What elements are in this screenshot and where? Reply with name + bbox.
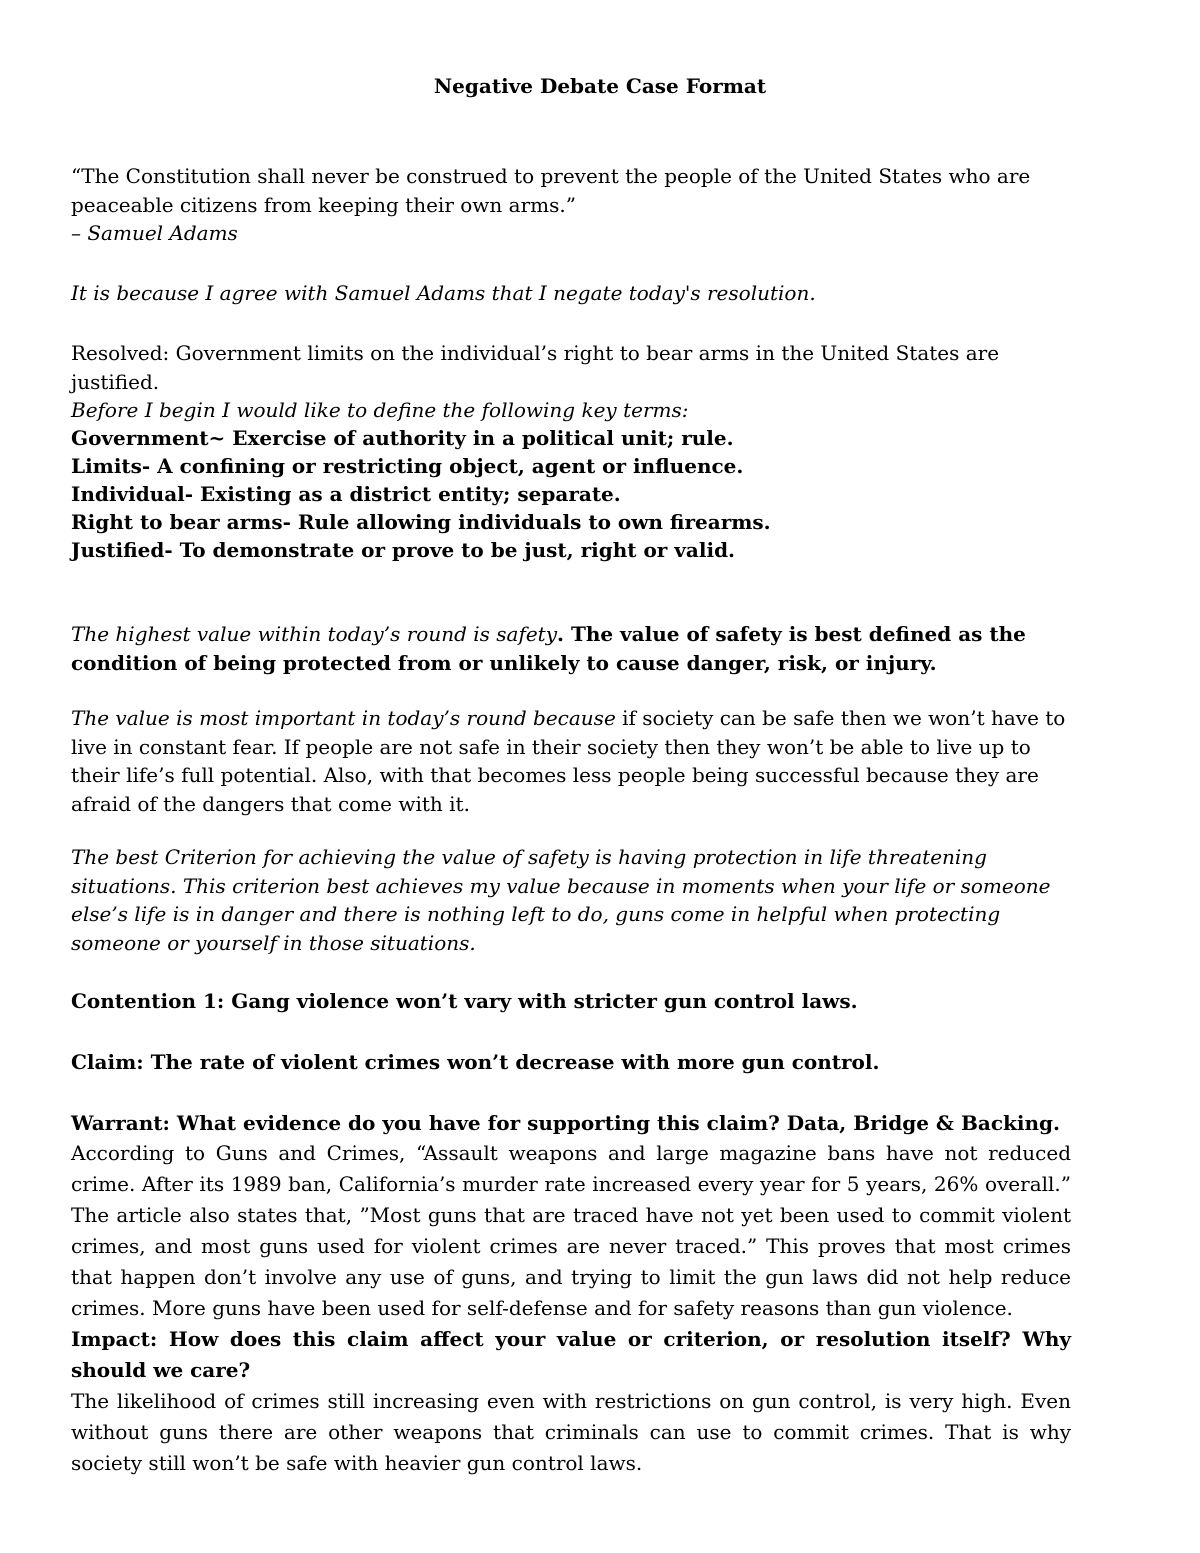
value-paragraph xyxy=(71,620,1071,677)
value-importance-lead: The value is most important in today’s round because xyxy=(71,706,616,730)
claim-heading: Claim: The rate of violent crimes won’t decrease with more gun control. xyxy=(71,1050,880,1074)
value-lead: The highest value within today’s round is safety xyxy=(71,622,558,646)
value-definition: . The value of safety is best defined as the condition of being protected from or unlikely to cause danger, risk, or injury. xyxy=(71,622,1026,675)
warrant-body: According to Guns and Crimes, “Assault weapons and large magazine bans have not reduced crime. After its 1989 ban, California’s murder rate increased every year for 5 years, 26% overall.” The article also states that, ”Most guns that are traced have not yet been used to commit violent crimes, and most guns used for violent crimes are never traced.” This proves that most crimes that happen don’t involve any use of guns, and trying to limit the gun laws did not help reduce crimes. More guns have been used for self-defense and for safety reasons than gun violence. xyxy=(71,1140,1071,1320)
definition-item: Limits- A confining or restricting object, agent or influence. xyxy=(71,454,744,478)
resolution-text: Resolved: Government limits on the individual’s right to bear arms in the United States are justified. xyxy=(71,341,1000,394)
warrant-section xyxy=(71,1109,1071,1479)
opening-quote xyxy=(71,162,1071,248)
definitions-intro: Before I begin I would like to define the following key terms: xyxy=(71,398,689,422)
warrant-heading: Warrant: What evidence do you have for supporting this claim? Data, Bridge & Backing. xyxy=(71,1111,1060,1135)
definition-item: Justified- To demonstrate or prove to be just, right or valid. xyxy=(71,538,736,562)
value-importance-paragraph xyxy=(71,704,1071,818)
agreement-statement: It is because I agree with Samuel Adams that I negate today's resolution. xyxy=(71,281,816,305)
definition-item: Right to bear arms- Rule allowing individuals to own firearms. xyxy=(71,510,771,534)
contention-heading: Contention 1: Gang violence won’t vary with stricter gun control laws. xyxy=(71,989,858,1013)
criterion-paragraph: The best Criterion for achieving the value of safety is having protection in life threatening situations. This criterion best achieves my value because in moments when your life or someone else’s life is in danger and there is nothing left to do, guns come in helpful when protecting someone or yourself in those situations. xyxy=(71,845,1051,955)
definitions-list xyxy=(71,424,1071,564)
quote-text: “The Constitution shall never be construed to prevent the people of the United States who are peaceable citizens from keeping their own arms.” xyxy=(71,164,1031,217)
definition-item: Individual- Existing as a district entity; separate. xyxy=(71,482,621,506)
impact-body: The likelihood of crimes still increasing even with restrictions on gun control, is very high. Even without guns there are other weapons that criminals can use to commit crimes. That is why society still won’t be safe with heavier gun control laws. xyxy=(71,1388,1071,1475)
quote-attribution: – Samuel Adams xyxy=(71,221,238,245)
document-title: Negative Debate Case Format xyxy=(433,74,767,98)
resolution-section xyxy=(71,339,1071,425)
impact-heading: Impact: How does this claim affect your value or criterion, or resolution itself? Why should we care? xyxy=(71,1326,1071,1382)
value-importance-body: if society can be safe then we won’t have to live in constant fear. If people are not safe in their society then they won’t be able to live up to their life’s full potential. Also, with that becomes less people being successful because they are afraid of the dangers that come with it. xyxy=(71,706,1066,816)
definition-item: Government~ Exercise of authority in a political unit; rule. xyxy=(71,426,734,450)
